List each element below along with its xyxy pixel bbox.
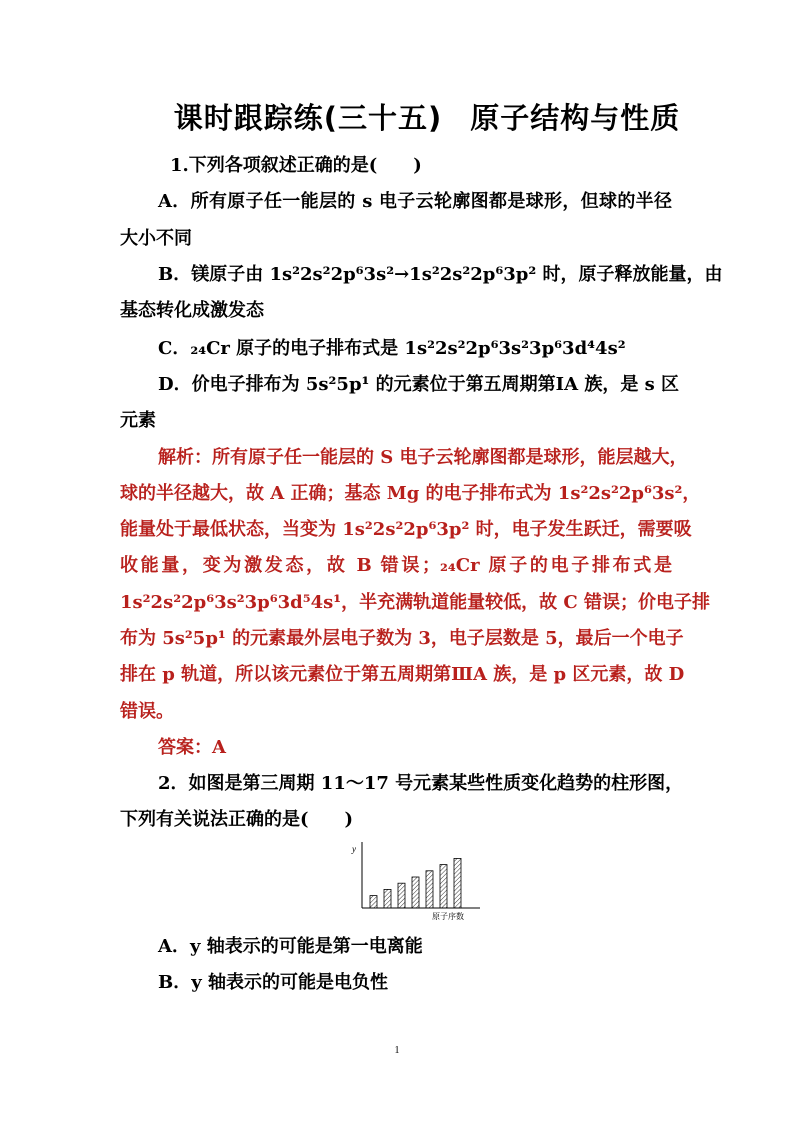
- bar-11: [370, 896, 377, 908]
- q1-option-b-cont: 基态转化成激发态: [120, 300, 264, 321]
- q1-option-c: C．₂₄Cr 原子的电子排布式是 1s²2s²2p⁶3s²3p⁶3d⁴4s²: [158, 338, 626, 359]
- q1-analysis-line-4: 收能量，变为激发态，故 B 错误；₂₄Cr 原子的电子排布式是: [120, 555, 672, 576]
- bar-13: [398, 883, 405, 908]
- q1-analysis-line-7: 排在 p 轨道，所以该元素位于第五周期第ⅢA 族，是 p 区元素，故 D: [120, 664, 685, 685]
- bar-14: [412, 877, 419, 908]
- y-axis-label: y: [352, 844, 356, 854]
- q1-analysis-line-2: 球的半径越大，故 A 正确；基态 Mg 的电子排布式为 1s²2s²2p⁶3s²，: [120, 483, 701, 504]
- q1-option-b: B．镁原子由 1s²2s²2p⁶3s²→1s²2s²2p⁶3p² 时，原子释放能量，由: [158, 264, 723, 285]
- q1-option-d-cont: 元素: [120, 410, 156, 431]
- q1-option-d: D．价电子排布为 5s²5p¹ 的元素位于第五周期第ⅠA 族，是 s 区: [158, 374, 679, 395]
- q1-analysis-line-5: 1s²2s²2p⁶3s²3p⁶3d⁵4s¹，半充满轨道能量较低，故 C 错误；价电子排: [120, 592, 711, 613]
- bar-chart: [348, 840, 488, 922]
- q1-analysis-line-8: 错误。: [120, 701, 174, 722]
- analysis-label: 解析: [158, 447, 194, 468]
- q2-stem: 2．如图是第三周期 11～17 号元素某些性质变化趋势的柱形图，: [158, 773, 684, 794]
- q2-option-b: B．y 轴表示的可能是电负性: [158, 972, 388, 993]
- bar-15: [426, 871, 433, 908]
- page-title: 课时跟踪练(三十五) 原子结构与性质: [173, 101, 681, 135]
- bar-16: [440, 865, 447, 908]
- bar-12: [384, 889, 391, 908]
- q1-analysis-line-3: 能量处于最低状态，当变为 1s²2s²2p⁶3p² 时，电子发生跃迁，需要吸: [120, 519, 692, 540]
- q1-analysis-line-1: 解析：所有原子任一能层的 S 电子云轮廓图都是球形，能层越大，: [158, 447, 688, 468]
- bar-17: [454, 858, 461, 908]
- x-axis-label: 原子序数: [432, 912, 464, 921]
- page-number: 1: [394, 1045, 400, 1056]
- q1-option-a: A．所有原子任一能层的 s 电子云轮廓图都是球形，但球的半径: [158, 191, 672, 212]
- q1-analysis-line-6: 布为 5s²5p¹ 的元素最外层电子数为 3，电子层数是 5，最后一个电子: [120, 628, 684, 649]
- q1-answer: 答案：A: [158, 737, 226, 758]
- q1-stem: 1.下列各项叙述正确的是( ): [170, 155, 422, 176]
- q2-option-a: A．y 轴表示的可能是第一电离能: [158, 936, 423, 957]
- q1-option-a-cont: 大小不同: [120, 228, 192, 249]
- q2-stem-cont: 下列有关说法正确的是( ): [120, 809, 354, 830]
